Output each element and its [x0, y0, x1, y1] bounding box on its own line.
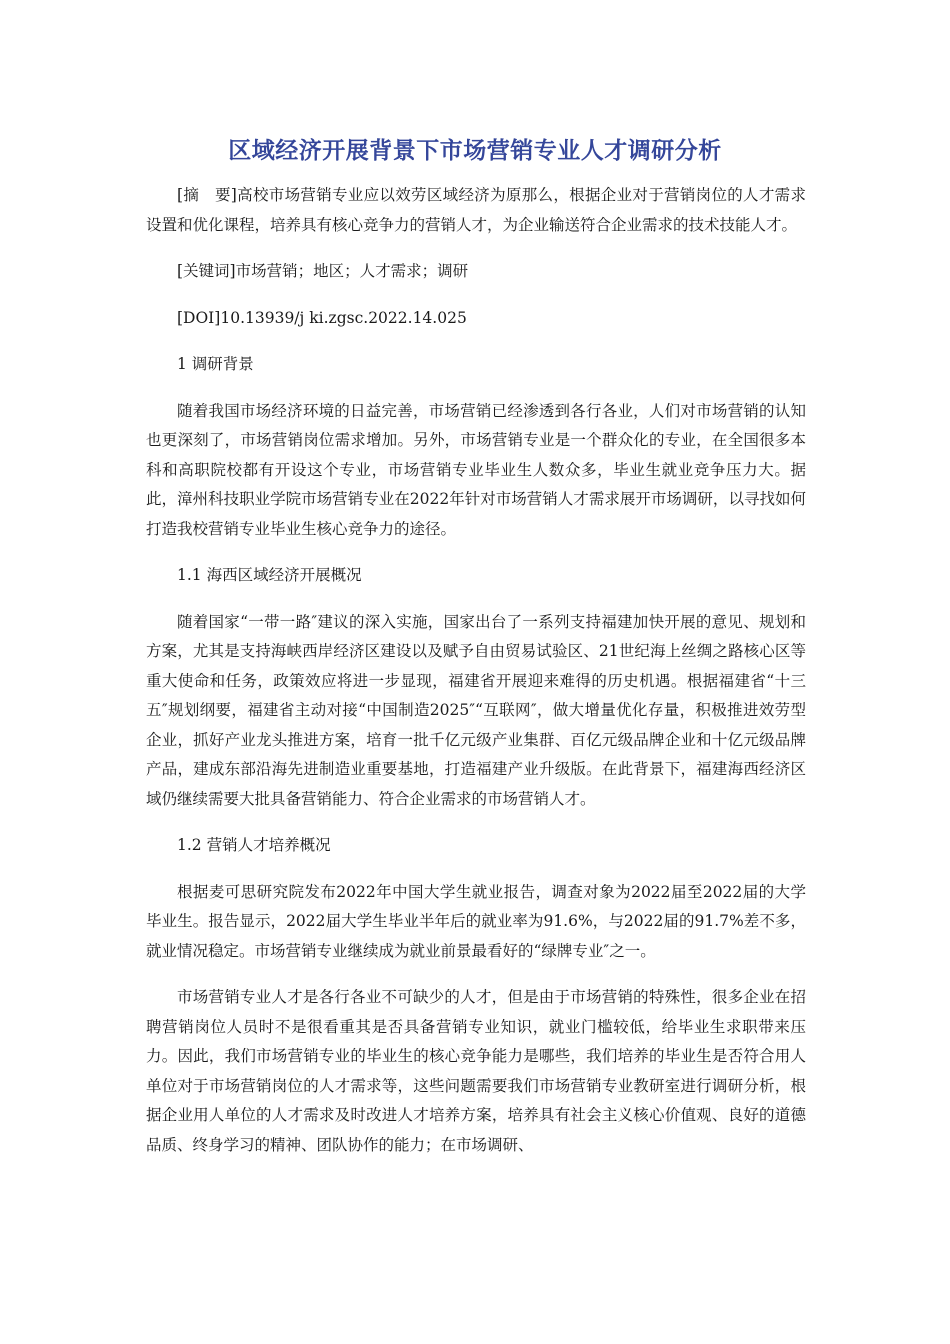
- section-1-2-heading: 1.2 营销人才培养概况: [177, 836, 331, 854]
- keywords-line: [关键词]市场营销；地区；人才需求；调研: [177, 262, 469, 280]
- doi-line: [DOI]10.13939/j ki.zgsc.2022.14.025: [177, 308, 467, 327]
- abstract-paragraph: [摘 要]高校市场营销专业应以效劳区域经济为原那么，根据企业对于营销岗位的人才需求设置和优化课程，培养具有核心竞争力的营销人才，为企业输送符合企业需求的技术技能人才。: [146, 186, 806, 234]
- section-1-2-paragraph-2: 市场营销专业人才是各行各业不可缺少的人才，但是由于市场营销的特殊性，很多企业在招聘营销岗位人员时不是很看重其是否具备营销专业知识，就业门槛较低，给毕业生求职带来压力。因此，我们市场营销专业的毕业生的核心竞争能力是哪些，我们培养的毕业生是否符合用人单位对于市场营销岗位的人才需求等，这些问题需要我们市场营销专业教研室进行调研分析，根据企业用人单位的人才需求及时改进人才培养方案，培养具有社会主义核心价值观、良好的道德品质、终身学习的精神、团队协作的能力；在市场调研、: [146, 988, 806, 1154]
- section-1-1-paragraph: 随着国家“一带一路″建议的深入实施，国家出台了一系列支持福建加快开展的意见、规划和方案，尤其是支持海峡西岸经济区建设以及赋予自由贸易试验区、21世纪海上丝绸之路核心区等重大使命和任务，政策效应将进一步显现，福建省开展迎来难得的历史机遇。根据福建省“十三五″规划纲要，福建省主动对接“中国制造2025″“互联网″，做大增量优化存量，积极推进效劳型企业，抓好产业龙头推进方案，培育一批千亿元级产业集群、百亿元级品牌企业和十亿元级品牌产品，建成东部沿海先进制造业重要基地，打造福建产业升级版。在此背景下，福建海西经济区域仍继续需要大批具备营销能力、符合企业需求的市场营销人才。: [146, 612, 806, 808]
- document-body: [146, 181, 806, 1177]
- document-title: 区域经济开展背景下市场营销专业人才调研分析: [228, 138, 722, 164]
- section-1-2-paragraph-1: 根据麦可思研究院发布2022年中国大学生就业报告，调查对象为2022届至2022届的大学毕业生。报告显示，2022届大学生毕业半年后的就业率为91.6%，与2022届的91.7%差不多，就业情况稳定。市场营销专业继续成为就业前景最看好的“绿牌专业″之一。: [146, 882, 806, 960]
- section-1-heading: 1 调研背景: [177, 355, 254, 373]
- section-1-1-heading: 1.1 海西区域经济开展概况: [177, 566, 362, 584]
- section-1-paragraph: 随着我国市场经济环境的日益完善，市场营销已经渗透到各行各业，人们对市场营销的认知也更深刻了，市场营销岗位需求增加。另外，市场营销专业是一个群众化的专业，在全国很多本科和高职院校都有开设这个专业，市场营销专业毕业生人数众多，毕业生就业竞争压力大。据此，漳州科技职业学院市场营销专业在2022年针对市场营销人才需求展开市场调研，以寻找如何打造我校营销专业毕业生核心竞争力的途径。: [146, 401, 806, 538]
